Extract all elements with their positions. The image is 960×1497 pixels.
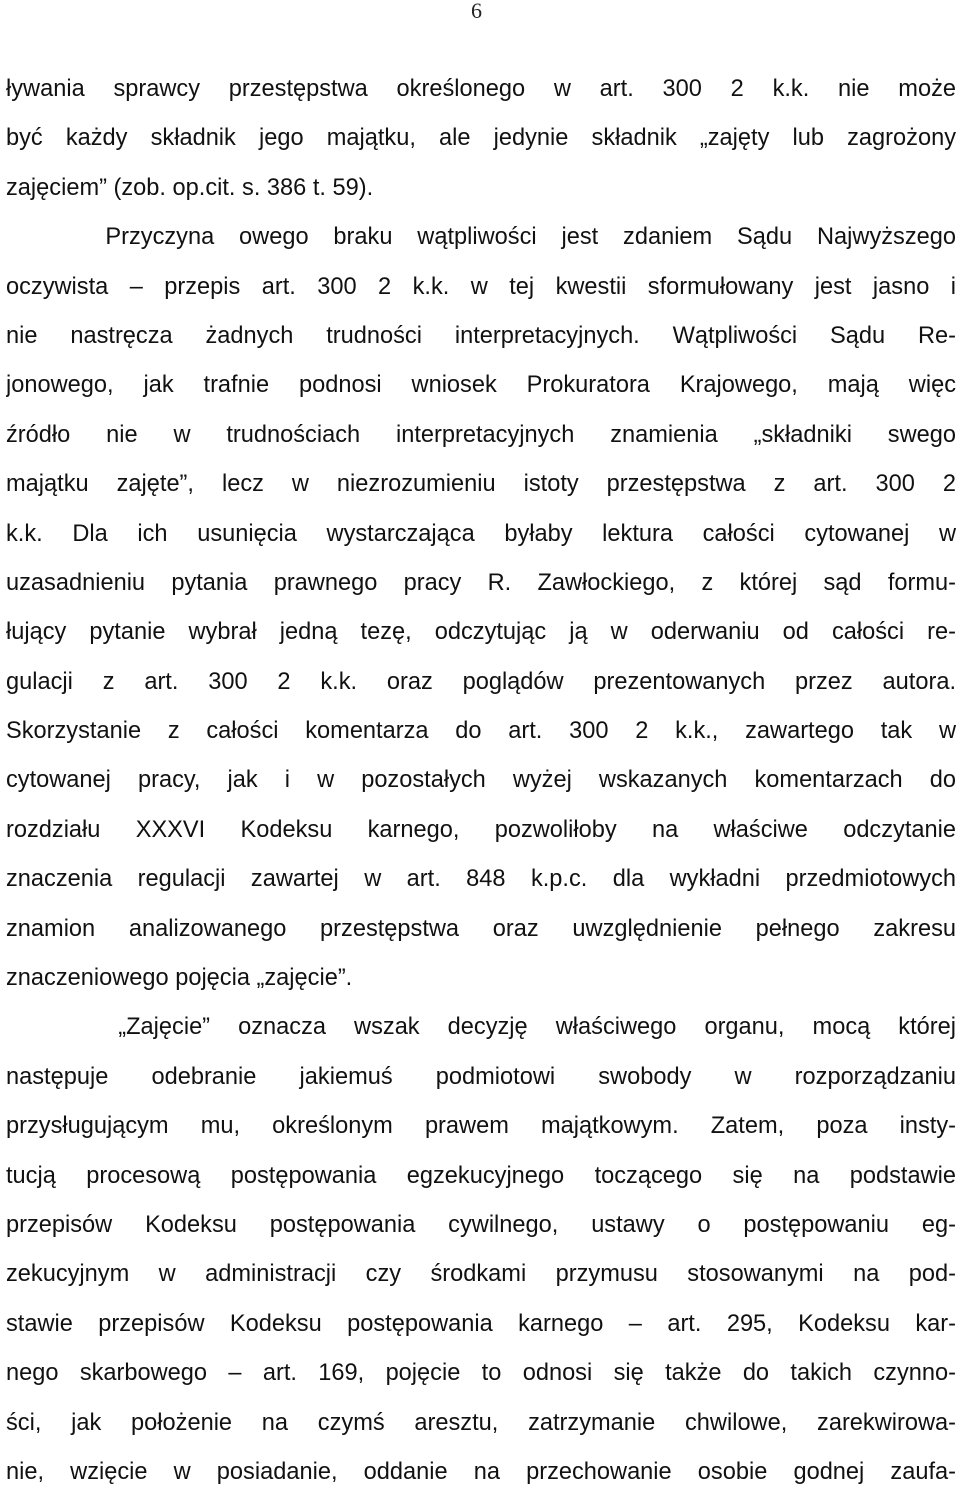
page-number: 6 [471, 0, 482, 23]
text-line: ływania sprawcy przestępstwa określonego w art. 300 2 k.k. nie może [6, 76, 956, 102]
text-line: znamion analizowanego przestępstwa oraz uwzględnienie pełnego zakresu [6, 915, 956, 942]
text-line: rozdziału XXXVI Kodeksu karnego, pozwoliłoby na właściwe odczytanie [6, 816, 956, 843]
text-line: k.k. Dla ich usunięcia wystarczająca byłaby lektura całości cytowanej w [6, 520, 956, 547]
text-line: nie, wzięcie w posiadanie, oddanie na przechowanie osobie godnej zaufa- [6, 1458, 956, 1485]
text-line: ści, jak położenie na czymś aresztu, zatrzymanie chwilowe, zarekwirowa- [6, 1409, 956, 1436]
text-line: Przyczyna owego braku wątpliwości jest zdaniem Sądu Najwyższego [6, 224, 956, 251]
document-body [6, 65, 956, 1497]
text-line: stawie przepisów Kodeksu postępowania karnego – art. 295, Kodeksu kar- [6, 1310, 956, 1337]
text-line: źródło nie w trudnościach interpretacyjnych znamienia „składniki swego [6, 421, 956, 448]
text-line: tucją procesową postępowania egzekucyjnego toczącego się na podstawie [6, 1162, 956, 1189]
text-line: zajęciem” (zob. op.cit. s. 386 t. 59). [6, 174, 374, 201]
text-line: przysługującym mu, określonym prawem majątkowym. Zatem, poza insty- [6, 1113, 956, 1140]
text-line: Skorzystanie z całości komentarza do art. 300 2 k.k., zawartego tak w [6, 718, 956, 745]
text-line: być każdy składnik jego majątku, ale jedynie składnik „zajęty lub zagrożony [6, 125, 956, 152]
text-line: znaczenia regulacji zawartej w art. 848 k.p.c. dla wykładni przedmiotowych [6, 866, 956, 893]
text-line: cytowanej pracy, jak i w pozostałych wyżej wskazanych komentarzach do [6, 767, 956, 794]
text-line: „Zajęcie” oznacza wszak decyzję właściwego organu, mocą której [6, 1014, 956, 1041]
text-line: jonowego, jak trafnie podnosi wniosek Prokuratora Krajowego, mają więc [6, 372, 956, 399]
text-line: gulacji z art. 300 2 k.k. oraz poglądów prezentowanych przez autora. [6, 668, 956, 695]
text-line: majątku zajęte”, lecz w niezrozumieniu istoty przestępstwa z art. 300 2 [6, 471, 956, 498]
text-line: przepisów Kodeksu postępowania cywilnego, ustawy o postępowaniu eg- [6, 1211, 956, 1238]
text-line: następuje odebranie jakiemuś podmiotowi swobody w rozporządzaniu [6, 1063, 956, 1090]
text-line: łujący pytanie wybrał jedną tezę, odczytując ją w oderwaniu od całości re- [6, 619, 956, 646]
text-line: oczywista – przepis art. 300 2 k.k. w tej kwestii sformułowany jest jasno i [6, 273, 956, 300]
text-line: nie nastręcza żadnych trudności interpretacyjnych. Wątpliwości Sądu Re- [6, 322, 956, 349]
text-line: zekucyjnym w administracji czy środkami przymusu stosowanymi na pod- [6, 1261, 956, 1288]
text-line: uzasadnieniu pytania prawnego pracy R. Zawłockiego, z której sąd formu- [6, 569, 956, 596]
text-line: nego skarbowego – art. 169, pojęcie to odnosi się także do takich czynno- [6, 1360, 956, 1387]
text-line: znaczeniowego pojęcia „zajęcie”. [6, 965, 353, 992]
